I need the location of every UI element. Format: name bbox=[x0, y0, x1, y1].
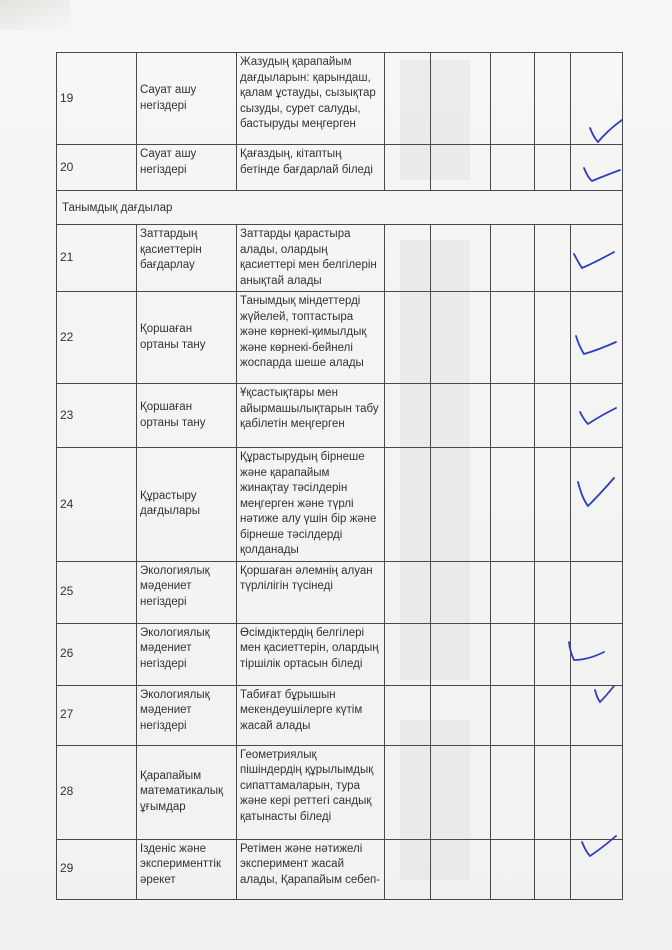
table-row bbox=[57, 839, 623, 899]
row-number: 20 bbox=[57, 145, 137, 191]
empty-cell bbox=[385, 145, 431, 191]
empty-cell bbox=[491, 225, 535, 292]
empty-cell bbox=[491, 448, 535, 562]
check-cell bbox=[571, 53, 623, 145]
empty-cell bbox=[431, 448, 491, 562]
empty-cell bbox=[535, 53, 571, 145]
empty-cell bbox=[431, 384, 491, 448]
empty-cell bbox=[535, 384, 571, 448]
skill-cell: Құрастырудың бірнеше және қарапайым жинақтау тәсілдерін меңгерген және түрлі нәтиже алу үшін бір және бірнеше тәсілдерді қолданады bbox=[237, 448, 385, 562]
area-cell: Құрастыру дағдылары bbox=[137, 448, 237, 562]
table-row bbox=[57, 685, 623, 745]
section-row bbox=[57, 191, 623, 225]
empty-cell bbox=[491, 53, 535, 145]
table-row bbox=[57, 292, 623, 384]
empty-cell bbox=[385, 225, 431, 292]
table-row bbox=[57, 745, 623, 839]
table-row bbox=[57, 384, 623, 448]
table-row bbox=[57, 448, 623, 562]
empty-cell bbox=[535, 839, 571, 899]
empty-cell bbox=[491, 685, 535, 745]
empty-cell bbox=[385, 384, 431, 448]
skill-cell: Геометриялық пішіндердің құрылымдық сипаттамаларын, тура және кері реттегі сандық қатынасты біледі bbox=[237, 745, 385, 839]
empty-cell bbox=[385, 561, 431, 623]
section-title: Танымдық дағдылар bbox=[57, 191, 623, 225]
empty-cell bbox=[385, 685, 431, 745]
table-row bbox=[57, 145, 623, 191]
empty-cell bbox=[535, 448, 571, 562]
empty-cell bbox=[535, 745, 571, 839]
empty-cell bbox=[431, 145, 491, 191]
row-number: 23 bbox=[57, 384, 137, 448]
row-number: 27 bbox=[57, 685, 137, 745]
row-number: 22 bbox=[57, 292, 137, 384]
empty-cell bbox=[431, 53, 491, 145]
area-cell: Заттардың қасиеттерін бағдарлау bbox=[137, 225, 237, 292]
empty-cell bbox=[385, 839, 431, 899]
empty-cell bbox=[385, 292, 431, 384]
empty-cell bbox=[431, 685, 491, 745]
row-number: 28 bbox=[57, 745, 137, 839]
empty-cell bbox=[431, 839, 491, 899]
skill-cell: Өсімдіктердің белгілері мен қасиеттерін, олардың тіршілік ортасын біледі bbox=[237, 623, 385, 685]
row-number: 29 bbox=[57, 839, 137, 899]
empty-cell bbox=[535, 561, 571, 623]
check-cell bbox=[571, 839, 623, 899]
empty-cell bbox=[535, 225, 571, 292]
skill-cell: Табиғат бұрышын мекендеушілерге күтім жасай алады bbox=[237, 685, 385, 745]
check-cell bbox=[571, 623, 623, 685]
page-fold-shadow bbox=[0, 0, 70, 30]
empty-cell bbox=[431, 561, 491, 623]
empty-cell bbox=[491, 145, 535, 191]
area-cell: Қарапайым математикалық ұғымдар bbox=[137, 745, 237, 839]
check-cell bbox=[571, 225, 623, 292]
row-number: 19 bbox=[57, 53, 137, 145]
area-cell: Экологиялық мәдениет негіздері bbox=[137, 685, 237, 745]
empty-cell bbox=[431, 745, 491, 839]
table-row bbox=[57, 53, 623, 145]
area-cell: Қоршаған ортаны тану bbox=[137, 292, 237, 384]
check-cell bbox=[571, 745, 623, 839]
check-cell bbox=[571, 561, 623, 623]
empty-cell bbox=[385, 623, 431, 685]
area-cell: Сауат ашу негіздері bbox=[137, 53, 237, 145]
skill-cell: Қағаздың, кітаптың бетінде бағдарлай біледі bbox=[237, 145, 385, 191]
empty-cell bbox=[491, 623, 535, 685]
empty-cell bbox=[431, 292, 491, 384]
check-cell bbox=[571, 145, 623, 191]
empty-cell bbox=[385, 745, 431, 839]
check-cell bbox=[571, 292, 623, 384]
skill-cell: Ұқсастықтары мен айырмашылықтарын табу қабілетін меңгерген bbox=[237, 384, 385, 448]
check-cell bbox=[571, 448, 623, 562]
empty-cell bbox=[385, 448, 431, 562]
empty-cell bbox=[491, 561, 535, 623]
row-number: 26 bbox=[57, 623, 137, 685]
row-number: 25 bbox=[57, 561, 137, 623]
skill-cell: Заттарды қарастыра алады, олардың қасиеттері мен белгілерін анықтай алады bbox=[237, 225, 385, 292]
empty-cell bbox=[491, 384, 535, 448]
area-cell: Экологиялық мәдениет негіздері bbox=[137, 623, 237, 685]
area-cell: Экологиялық мәдениет негіздері bbox=[137, 561, 237, 623]
empty-cell bbox=[431, 623, 491, 685]
empty-cell bbox=[491, 292, 535, 384]
skill-cell: Ретімен және нәтижелі эксперимент жасай алады, Қарапайым себеп- bbox=[237, 839, 385, 899]
empty-cell bbox=[491, 839, 535, 899]
table-row bbox=[57, 225, 623, 292]
empty-cell bbox=[535, 623, 571, 685]
row-number: 24 bbox=[57, 448, 137, 562]
empty-cell bbox=[385, 53, 431, 145]
empty-cell bbox=[535, 145, 571, 191]
check-cell bbox=[571, 685, 623, 745]
table-row bbox=[57, 623, 623, 685]
area-cell: Ізденіс және эксперименттік әрекет bbox=[137, 839, 237, 899]
assessment-table bbox=[56, 52, 623, 900]
skill-cell: Қоршаған әлемнің алуан түрлілігін түсінеді bbox=[237, 561, 385, 623]
area-cell: Қоршаған ортаны тану bbox=[137, 384, 237, 448]
skill-cell: Танымдық міндеттерді жүйелей, топтастыра және көрнекі-қимылдық және көрнекі-бейнелі жоспарда шеше алады bbox=[237, 292, 385, 384]
check-cell bbox=[571, 384, 623, 448]
empty-cell bbox=[535, 292, 571, 384]
area-cell: Сауат ашу негіздері bbox=[137, 145, 237, 191]
empty-cell bbox=[535, 685, 571, 745]
skill-cell: Жазудың қарапайым дағдыларын: қарындаш, қалам ұстауды, сызықтар сызуды, сурет салуды, бастыруды меңгерген bbox=[237, 53, 385, 145]
empty-cell bbox=[431, 225, 491, 292]
empty-cell bbox=[491, 745, 535, 839]
row-number: 21 bbox=[57, 225, 137, 292]
table-row bbox=[57, 561, 623, 623]
